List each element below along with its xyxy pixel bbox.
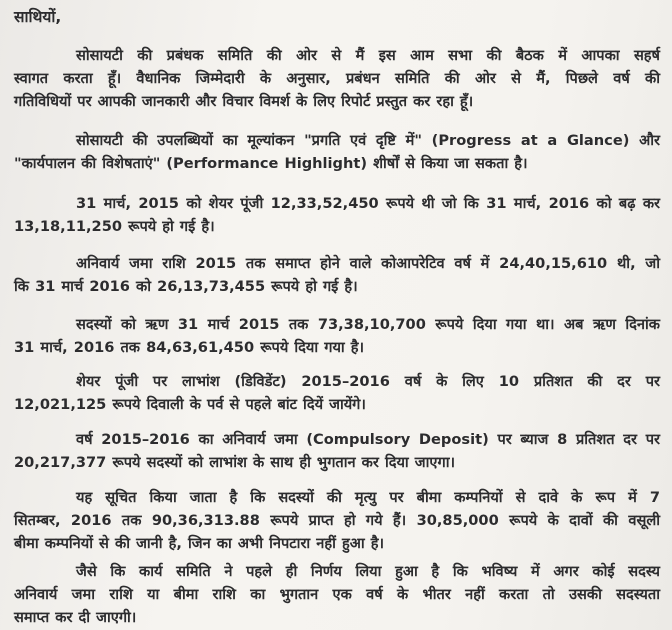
paragraph-line: यह सूचित किया जाता है कि सदस्यों की मृत्यु पर बीमा कम्पनियों से दावे के रूप में 7 [76, 489, 660, 506]
paragraph-compulsory-deposit [14, 252, 660, 298]
paragraph-line: वर्ष 2015–2016 का अनिवार्य जमा (Compulsory Deposit) पर ब्याज 8 प्रतिशत दर पर [76, 431, 660, 448]
paragraph-insurance-claims [14, 486, 660, 555]
salutation: साथियों, [14, 8, 62, 26]
paragraph-share-capital [14, 192, 660, 238]
paragraph-line: "कार्यपालन की विशेषताएं" (Performance Highlight) शीर्षों से किया जा सकता है। [14, 155, 528, 172]
paragraph-interest [14, 428, 660, 474]
paragraph-line: सोसायटी की प्रबंधक समिति की ओर से मैं इस आम सभा की बैठक में आपका सहर्ष [76, 47, 660, 64]
paragraph-welcome [14, 44, 660, 113]
paragraph-line: जैसे कि कार्य समिति ने पहले ही निर्णय लिया हुआ है कि भविष्य में अगर कोई सदस्य [76, 563, 660, 580]
paragraph-line: अनिवार्य जमा राशि या बीमा राशि का भुगतान एक वर्ष के भीतर नहीं करता तो उसकी सदस्यता [14, 586, 660, 603]
paragraph-line: समाप्त कर दी जाएगी। [14, 609, 137, 626]
paragraph-line: अनिवार्य जमा राशि 2015 तक समाप्त होने वाले कोआपरेटिव वर्ष में 24,40,15,610 थी, जो [76, 255, 660, 272]
paragraph-line: गतिविधियों पर आपकी जानकारी और विचार विमर्श के लिए रिपोर्ट प्रस्तुत कर रहा हूँ। [14, 93, 474, 110]
paragraph-line: सितम्बर, 2016 तक 90,36,313.88 रूपये प्राप्त हो गये हैं। 30,85,000 रूपये के दावों की वसूली [14, 512, 660, 529]
paragraph-line: 31 मार्च, 2016 तक 84,63,61,450 रूपये दिया गया है। [14, 339, 365, 356]
paragraph-dividend [14, 370, 660, 416]
paragraph-line: शेयर पूंजी पर लाभांश (डिविडेंट) 2015–2016 वर्ष के लिए 10 प्रतिशत की दर पर [76, 373, 660, 390]
paragraph-line: 13,18,11,250 रूपये हो गई है। [14, 218, 215, 235]
paragraph-line: कि 31 मार्च 2016 को 26,13,73,455 रूपये हो गई है। [14, 278, 358, 295]
paragraph-member-loans [14, 313, 660, 359]
paragraph-line: सदस्यों को ऋण 31 मार्च 2015 तक 73,38,10,700 रूपये दिया गया था। अब ऋण दिनांक [76, 316, 660, 333]
paragraph-achievements [14, 129, 660, 175]
paragraph-line: 31 मार्च, 2015 को शेयर पूंजी 12,33,52,450 रूपये थी जो कि 31 मार्च, 2016 को बढ़ कर [76, 195, 660, 212]
paragraph-line: 12,021,125 रूपये दिवाली के पर्व से पहले बांट दियें जायेंगे। [14, 396, 366, 413]
paragraph-line: बीमा कम्पनियों से की जानी है, जिन का अभी निपटारा नहीं हुआ है। [14, 535, 385, 552]
paragraph-line: सोसायटी की उपलब्धियों का मूल्यांकन "प्रगति एवं दृष्टि में" (Progress at a Glance) और [76, 132, 660, 149]
paragraph-membership-termination [14, 560, 660, 629]
paragraph-line: स्वागत करता हूँ। वैधानिक जिम्मेदारी के अनुसार, प्रबंधन समिति की ओर से मैं, पिछले वर्ष की [14, 70, 660, 87]
paragraph-line: 20,217,377 रूपये सदस्यों को लाभांश के साथ ही भुगतान कर दिया जाएगा। [14, 454, 456, 471]
